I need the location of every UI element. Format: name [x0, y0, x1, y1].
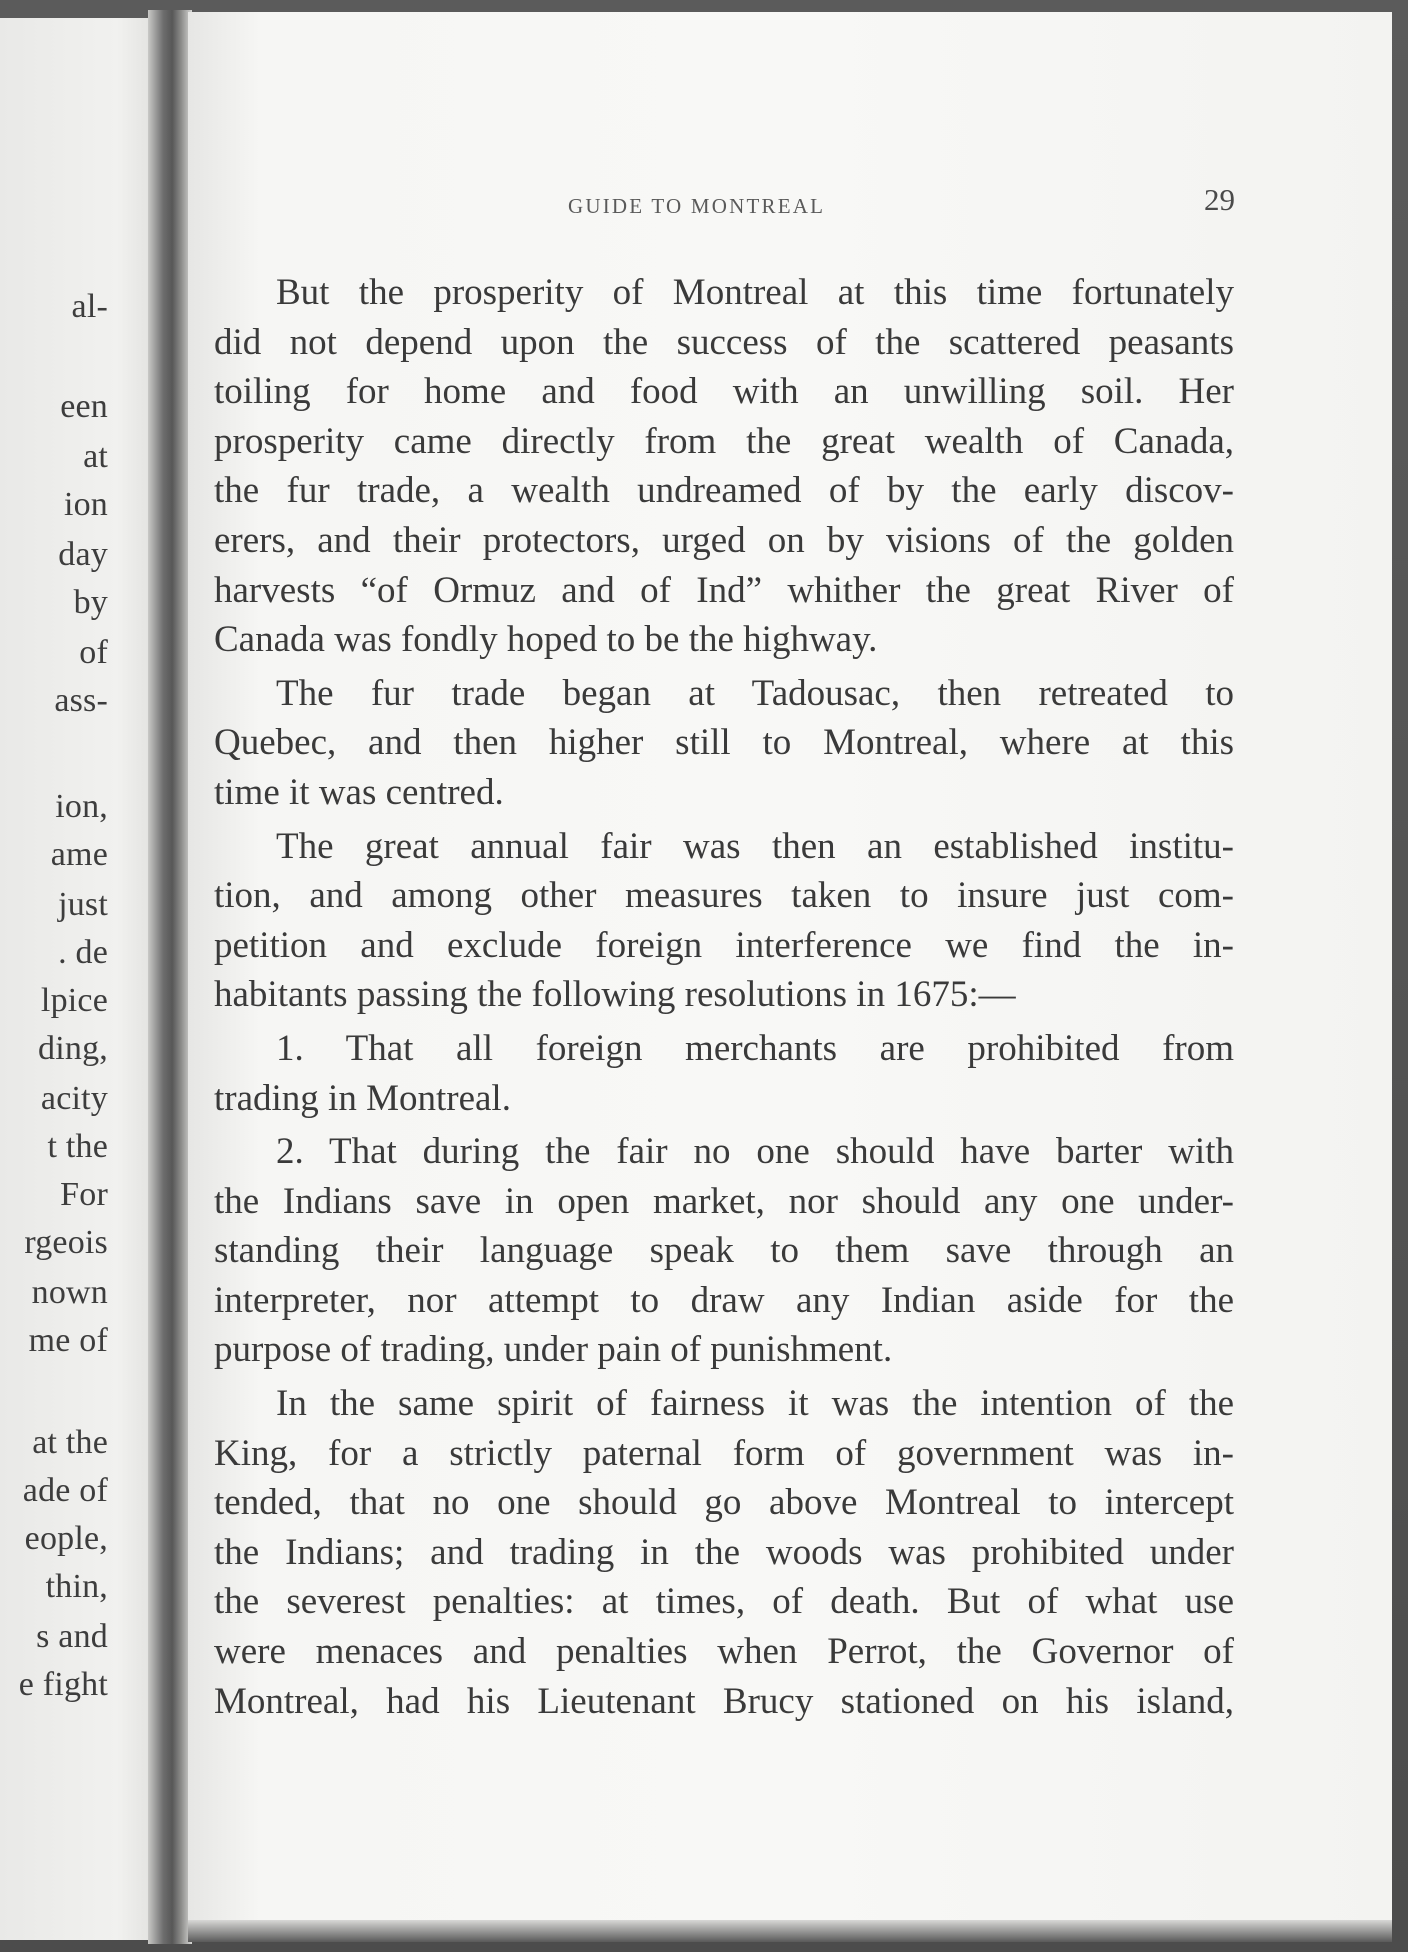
text-line: harvests “of Ormuz and of Ind” whither the great River of — [214, 569, 1234, 611]
text-line: interpreter, nor attempt to draw any Indian aside for the — [214, 1279, 1234, 1321]
left-fragment: e fight — [18, 1666, 108, 1703]
text-line: standing their language speak to them save through an — [214, 1230, 1234, 1272]
text-line: In the same spirit of fairness it was the intention of the — [276, 1383, 1234, 1425]
left-fragment: t the — [47, 1128, 108, 1165]
text-line: petition and exclude foreign interference we find the in- — [214, 924, 1234, 966]
paragraph — [214, 1379, 1234, 1726]
text-line: purpose of trading, under pain of punishment. — [214, 1329, 893, 1371]
left-page — [0, 18, 168, 1940]
left-fragment: ass- — [54, 682, 108, 719]
left-fragment: by — [73, 584, 108, 621]
text-line: Canada was fondly hoped to be the highway. — [214, 619, 878, 661]
left-fragment: al- — [71, 288, 108, 325]
left-fragment: at the — [32, 1424, 108, 1461]
left-fragment: just — [58, 886, 108, 923]
left-fragment: een — [60, 388, 108, 425]
text-line: tion, and among other measures taken to insure just com- — [214, 875, 1234, 917]
paragraph — [214, 669, 1234, 818]
text-line: were menaces and penalties when Perrot, the Governor of — [214, 1631, 1234, 1673]
text-line: erers, and their protectors, urged on by visions of the golden — [214, 519, 1234, 561]
text-line: the Indians; and trading in the woods was prohibited under — [214, 1531, 1234, 1573]
paragraph — [214, 268, 1234, 665]
left-fragment: eople, — [24, 1520, 108, 1557]
page-number: 29 — [1204, 182, 1235, 217]
numbered-resolution — [214, 1024, 1234, 1123]
right-page — [188, 12, 1392, 1922]
body-text — [214, 268, 1234, 1726]
left-fragment: at — [83, 438, 108, 475]
text-line: habitants passing the following resolutions in 1675:— — [214, 974, 1016, 1016]
left-fragment: s and — [36, 1618, 108, 1655]
left-fragment: thin, — [45, 1568, 108, 1605]
left-fragment: ame — [50, 836, 108, 873]
text-line: But the prosperity of Montreal at this time fortunately — [276, 272, 1234, 313]
text-line: the severest penalties: at times, of death. But of what use — [214, 1581, 1234, 1623]
text-line: tended, that no one should go above Montreal to intercept — [214, 1482, 1234, 1524]
numbered-resolution — [214, 1127, 1234, 1375]
text-line: the fur trade, a wealth undreamed of by the early discov- — [214, 470, 1234, 512]
left-fragment: ion — [63, 486, 108, 523]
left-fragment: ding, — [38, 1030, 108, 1067]
paragraph — [214, 822, 1234, 1020]
text-line: Quebec, and then higher still to Montreal, where at this — [214, 722, 1234, 764]
left-fragment: ion, — [55, 788, 108, 825]
left-page-text-fragments — [0, 18, 160, 1940]
text-line: The fur trade began at Tadousac, then retreated to — [276, 672, 1234, 714]
left-fragment: me of — [28, 1322, 108, 1359]
left-fragment: nown — [31, 1274, 108, 1311]
running-head-title: GUIDE TO MONTREAL — [568, 194, 826, 218]
page-bottom-edge — [188, 1920, 1392, 1942]
text-line: 2. That during the fair no one should have barter with — [276, 1131, 1234, 1173]
left-fragment: day — [58, 536, 108, 573]
text-line: prosperity came directly from the great wealth of Canada, — [214, 420, 1234, 462]
left-fragment: lpice — [40, 982, 108, 1019]
book-gutter — [148, 10, 192, 1944]
text-line: trading in Montreal. — [214, 1077, 511, 1119]
left-fragment: rgeois — [24, 1224, 108, 1261]
text-line: 1. That all foreign merchants are prohibited from — [276, 1027, 1234, 1069]
text-line: Montreal, had his Lieutenant Brucy stationed on his island, — [214, 1680, 1234, 1722]
text-line: the Indians save in open market, nor should any one under- — [214, 1180, 1234, 1222]
text-line: toiling for home and food with an unwilling soil. Her — [214, 371, 1234, 413]
left-fragment: ade of — [22, 1472, 108, 1509]
left-fragment: For — [60, 1176, 108, 1213]
running-head — [188, 182, 1392, 222]
text-line: did not depend upon the success of the scattered peasants — [214, 321, 1234, 363]
text-line: The great annual fair was then an established institu- — [276, 825, 1234, 867]
text-line: time it was centred. — [214, 771, 504, 813]
left-fragment: . de — [58, 934, 108, 971]
text-line: King, for a strictly paternal form of government was in- — [214, 1432, 1234, 1474]
left-fragment: acity — [40, 1080, 108, 1117]
left-fragment: of — [79, 634, 108, 671]
